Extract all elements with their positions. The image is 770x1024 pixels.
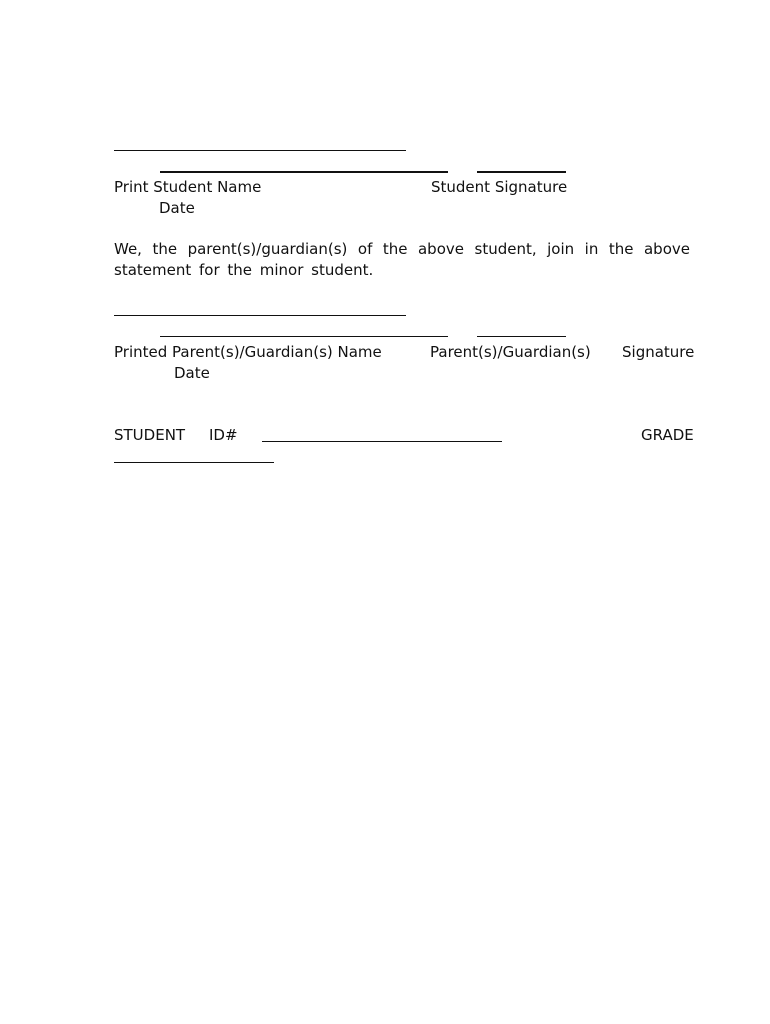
printed-parent-name-label: Printed Parent(s)/Guardian(s) Name — [114, 343, 382, 361]
parent-signature-label-part2: Signature — [622, 343, 695, 361]
student-date-label: Date — [159, 199, 195, 217]
student-id-blank-line[interactable] — [262, 441, 502, 442]
parent-date-blank-line[interactable] — [477, 336, 566, 337]
grade-blank-line[interactable] — [114, 462, 274, 463]
parent-statement-paragraph: We, the parent(s)/guardian(s) of the above student, join in the above statement for the minor student. — [114, 240, 690, 279]
parent-signature-blank-line[interactable] — [160, 336, 448, 337]
parent-name-blank-line[interactable] — [114, 315, 406, 316]
print-student-name-label: Print Student Name — [114, 178, 262, 196]
grade-label: GRADE — [641, 426, 694, 444]
student-label: STUDENT — [114, 426, 186, 444]
parent-signature-label-part1: Parent(s)/Guardian(s) — [430, 343, 591, 361]
student-date-blank-line[interactable] — [477, 171, 566, 173]
student-name-blank-line[interactable] — [114, 150, 406, 151]
student-signature-blank-line[interactable] — [160, 171, 448, 173]
student-signature-label: Student Signature — [431, 178, 568, 196]
parent-date-label: Date — [174, 364, 210, 382]
id-label: ID# — [209, 426, 238, 444]
